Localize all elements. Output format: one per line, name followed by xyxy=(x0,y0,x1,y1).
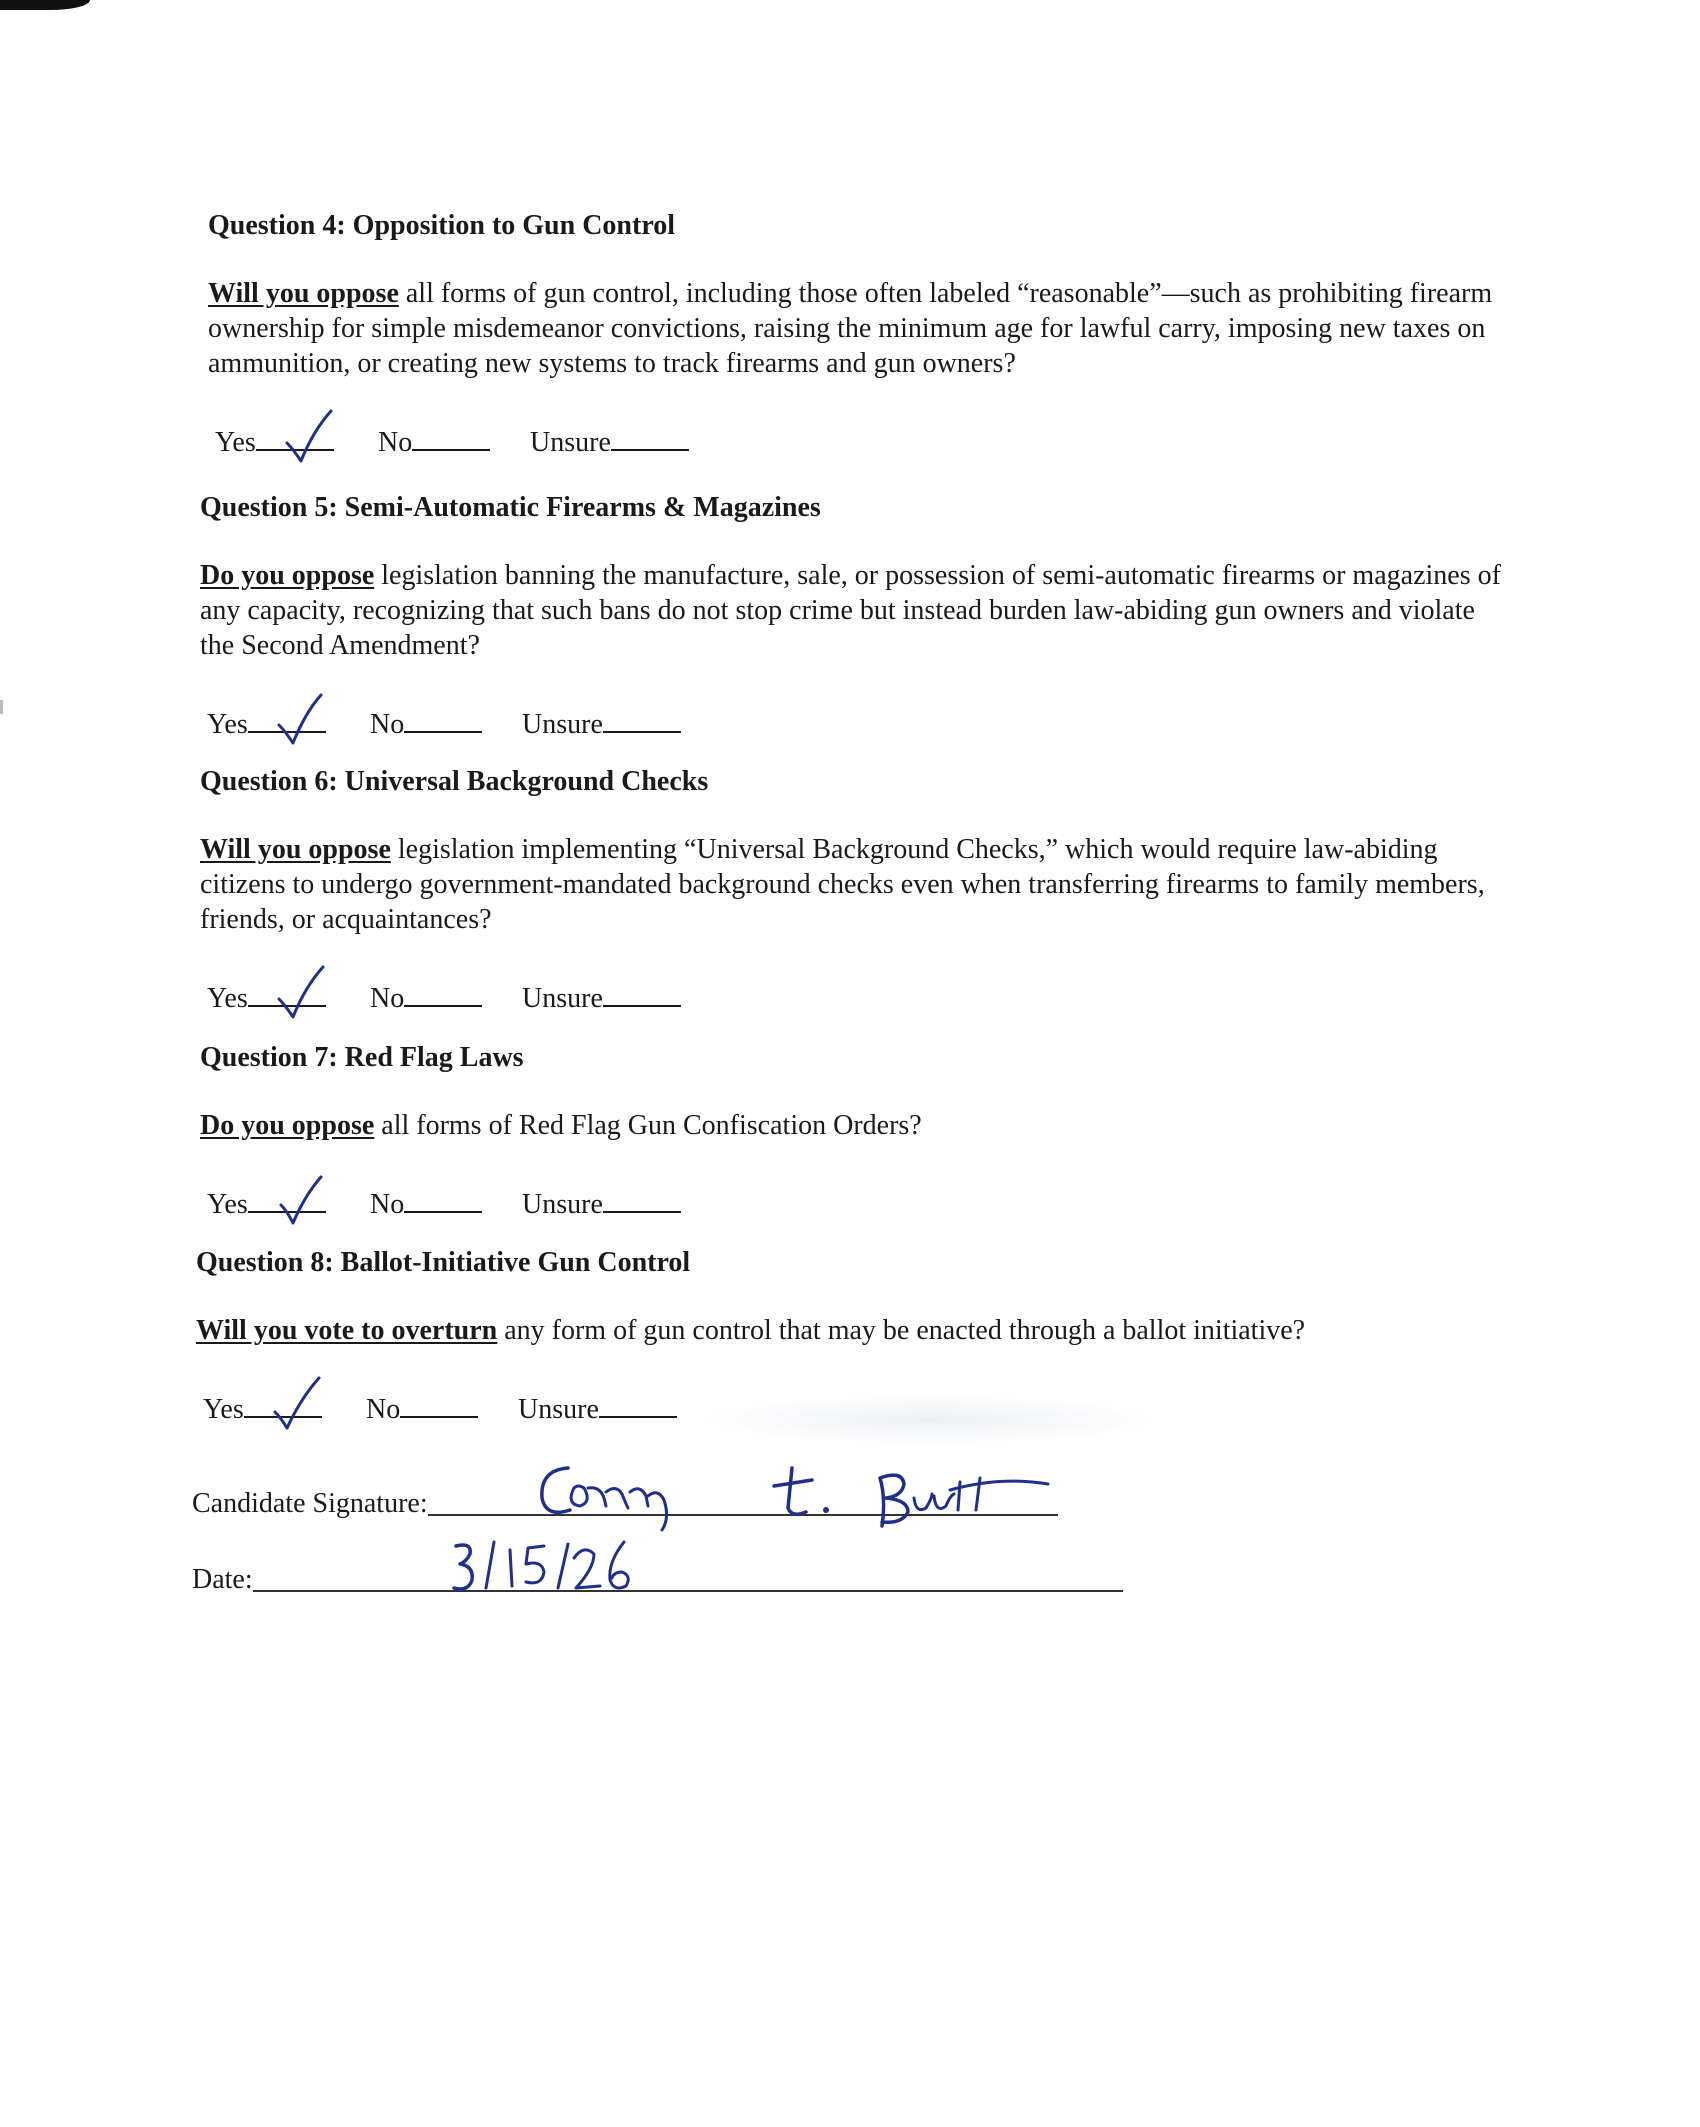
question-6 xyxy=(200,764,1520,1023)
option-label: No xyxy=(370,1189,405,1220)
question-title: Question 7: Red Flag Laws xyxy=(200,1042,524,1073)
answer-blank[interactable] xyxy=(603,707,681,733)
question-4 xyxy=(208,208,1528,467)
question-lead: Will you vote to overturn xyxy=(196,1315,498,1346)
option-label: Yes xyxy=(203,1394,244,1425)
question-text xyxy=(200,558,1510,663)
signature-text: Corey t. Butt xyxy=(530,1448,536,1449)
question-body: all forms of Red Flag Gun Confiscation Orders? xyxy=(374,1110,922,1141)
option-label: Unsure xyxy=(522,983,603,1014)
question-title: Question 8: Ballot-Initiative Gun Control xyxy=(196,1247,691,1278)
question-body: legislation banning the manufacture, sale, or possession of semi-automatic firearms or magazines of any capacity, recognizing that such bans do not stop crime but instead burden law-abiding gun owners and violate the Second Amendment? xyxy=(200,560,1501,661)
option-label: Unsure xyxy=(522,1189,603,1220)
option-unsure[interactable] xyxy=(522,981,681,1017)
option-no[interactable] xyxy=(378,425,490,461)
option-label: Unsure xyxy=(522,709,603,740)
question-lead: Will you oppose xyxy=(200,834,391,865)
option-no[interactable] xyxy=(370,707,482,743)
option-yes[interactable] xyxy=(203,1392,322,1428)
answer-options xyxy=(200,689,1520,749)
option-yes[interactable] xyxy=(207,1187,326,1223)
signature-handwriting xyxy=(530,1448,1070,1538)
scan-corner-mark xyxy=(0,0,90,10)
option-label: Yes xyxy=(207,1189,248,1220)
answer-options xyxy=(200,1169,1520,1229)
option-label: No xyxy=(370,709,405,740)
checkmark-icon xyxy=(271,1376,331,1438)
answer-blank[interactable] xyxy=(412,425,490,451)
question-lead: Do you oppose xyxy=(200,560,375,591)
question-title: Question 6: Universal Background Checks xyxy=(200,766,709,797)
option-yes[interactable] xyxy=(207,707,326,743)
option-label: No xyxy=(370,983,405,1014)
answer-blank[interactable] xyxy=(603,981,681,1007)
checkmark-icon xyxy=(275,965,335,1027)
question-text xyxy=(200,832,1510,937)
option-yes[interactable] xyxy=(215,425,334,461)
date-text: 3/15/26 xyxy=(448,1536,452,1537)
option-label: Yes xyxy=(207,983,248,1014)
question-lead: Do you oppose xyxy=(200,1110,375,1141)
option-unsure[interactable] xyxy=(530,425,689,461)
answer-blank[interactable] xyxy=(603,1187,681,1213)
question-5 xyxy=(200,490,1520,749)
option-label: Unsure xyxy=(530,427,611,458)
option-unsure[interactable] xyxy=(522,1187,681,1223)
question-title: Question 5: Semi-Automatic Firearms & Magazines xyxy=(200,492,821,523)
answer-options xyxy=(208,407,1528,467)
question-8 xyxy=(196,1245,1516,1434)
answer-options xyxy=(196,1374,1516,1434)
answer-blank[interactable] xyxy=(400,1392,478,1418)
option-no[interactable] xyxy=(370,981,482,1017)
date-handwriting xyxy=(448,1536,648,1606)
option-no[interactable] xyxy=(366,1392,478,1428)
question-body: any form of gun control that may be enacted through a ballot initiative? xyxy=(497,1315,1306,1346)
question-text xyxy=(200,1108,1510,1143)
question-body: legislation implementing “Universal Background Checks,” which would require law-abiding citizens to undergo government-mandated background checks even when transferring firearms to family members, friends, or acquaintances? xyxy=(200,834,1485,935)
checkmark-icon xyxy=(275,691,335,753)
answer-blank[interactable] xyxy=(404,707,482,733)
option-yes[interactable] xyxy=(207,981,326,1017)
question-title: Question 4: Opposition to Gun Control xyxy=(208,210,676,241)
option-label: Unsure xyxy=(518,1394,599,1425)
answer-blank[interactable] xyxy=(611,425,689,451)
question-lead: Will you oppose xyxy=(208,278,399,309)
answer-blank[interactable] xyxy=(404,981,482,1007)
option-label: Yes xyxy=(207,709,248,740)
question-text xyxy=(196,1313,1506,1348)
option-label: No xyxy=(378,427,413,458)
answer-blank[interactable] xyxy=(599,1392,677,1418)
option-label: Yes xyxy=(215,427,256,458)
scan-speck xyxy=(0,700,3,714)
option-label: No xyxy=(366,1394,401,1425)
checkmark-icon xyxy=(283,409,343,471)
date-row xyxy=(192,1564,1123,1596)
checkmark-icon xyxy=(275,1171,335,1233)
signature-label: Candidate Signature: xyxy=(192,1488,428,1519)
answer-blank[interactable] xyxy=(404,1187,482,1213)
option-unsure[interactable] xyxy=(522,707,681,743)
date-label: Date: xyxy=(192,1564,253,1595)
option-unsure[interactable] xyxy=(518,1392,677,1428)
date-line[interactable] xyxy=(253,1588,1123,1592)
answer-options xyxy=(200,963,1520,1023)
option-no[interactable] xyxy=(370,1187,482,1223)
question-text xyxy=(208,276,1518,381)
question-body: all forms of gun control, including those often labeled “reasonable”—such as prohibiting firearm ownership for simple misdemeanor convictions, raising the minimum age for lawful carry, imposing new taxes on ammunition, or creating new systems to track firearms and gun owners? xyxy=(208,278,1493,379)
question-7 xyxy=(200,1040,1520,1229)
